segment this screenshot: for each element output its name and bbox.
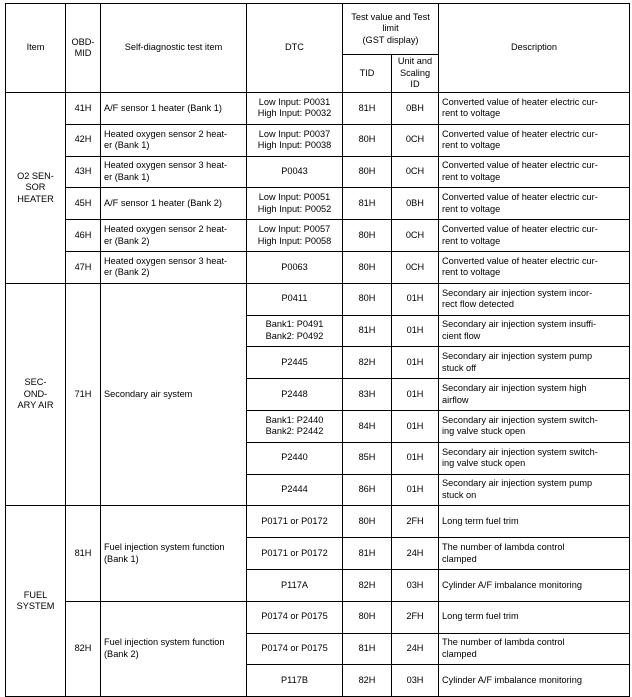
test-item-cell: Fuel injection system function (Bank 2) — [101, 601, 247, 696]
obd-mid-cell: 81H — [66, 506, 101, 601]
obd-mid-cell: 82H — [66, 601, 101, 696]
test-item-cell: A/F sensor 1 heater (Bank 1) — [101, 93, 247, 125]
description-cell: Secondary air injection system switch- ing valve stuck open — [439, 442, 630, 474]
test-item-cell: Secondary air system — [101, 283, 247, 506]
test-item-cell: Heated oxygen sensor 2 heat- er (Bank 2) — [101, 220, 247, 252]
unit-cell: 0CH — [392, 124, 439, 156]
dtc-cell: P0171 or P0172 — [247, 538, 343, 570]
obd-mid-cell: 42H — [66, 124, 101, 156]
header-tid: TID — [343, 55, 392, 93]
unit-cell: 01H — [392, 315, 439, 347]
unit-cell: 03H — [392, 665, 439, 697]
table-row — [6, 156, 630, 188]
unit-cell: 0BH — [392, 93, 439, 125]
test-item-cell: Heated oxygen sensor 3 heat- er (Bank 2) — [101, 251, 247, 283]
table-row — [6, 283, 630, 315]
dtc-cell: P2444 — [247, 474, 343, 506]
tid-cell: 80H — [343, 601, 392, 633]
dtc-cell: P0043 — [247, 156, 343, 188]
dtc-cell: Low Input: P0051 High Input: P0052 — [247, 188, 343, 220]
description-cell: Cylinder A/F imbalance monitoring — [439, 569, 630, 601]
obd-mid-cell: 43H — [66, 156, 101, 188]
tid-cell: 80H — [343, 283, 392, 315]
item-cell: O2 SEN- SOR HEATER — [6, 93, 66, 284]
item-cell: SEC- OND- ARY AIR — [6, 283, 66, 506]
header-unit-scaling-id: Unit and Scaling ID — [392, 55, 439, 93]
unit-cell: 03H — [392, 569, 439, 601]
description-cell: Converted value of heater electric cur- rent to voltage — [439, 124, 630, 156]
description-cell: Converted value of heater electric cur- rent to voltage — [439, 93, 630, 125]
description-cell: Long term fuel trim — [439, 601, 630, 633]
header-self-diagnostic-test-item: Self-diagnostic test item — [101, 4, 247, 93]
description-cell: Secondary air injection system switch- ing valve stuck open — [439, 410, 630, 442]
dtc-cell: P117A — [247, 569, 343, 601]
tid-cell: 80H — [343, 124, 392, 156]
table-row — [6, 220, 630, 252]
header-test-value: Test value and Test limit (GST display) — [343, 4, 439, 55]
unit-cell: 01H — [392, 474, 439, 506]
table-row — [6, 506, 630, 538]
table-row — [6, 601, 630, 633]
description-cell: Secondary air injection system pump stuck on — [439, 474, 630, 506]
tid-cell: 80H — [343, 156, 392, 188]
dtc-cell: P0174 or P0175 — [247, 601, 343, 633]
header-description: Description — [439, 4, 630, 93]
dtc-cell: P0171 or P0172 — [247, 506, 343, 538]
dtc-cell: P117B — [247, 665, 343, 697]
description-cell: Converted value of heater electric cur- rent to voltage — [439, 220, 630, 252]
table-row — [6, 188, 630, 220]
tid-cell: 81H — [343, 188, 392, 220]
tid-cell: 81H — [343, 315, 392, 347]
unit-cell: 01H — [392, 442, 439, 474]
tid-cell: 81H — [343, 538, 392, 570]
dtc-cell: P0411 — [247, 283, 343, 315]
header-item: Item — [6, 4, 66, 93]
tid-cell: 82H — [343, 665, 392, 697]
dtc-cell: Bank1: P0491 Bank2: P0492 — [247, 315, 343, 347]
dtc-cell: Bank1: P2440 Bank2: P2442 — [247, 410, 343, 442]
unit-cell: 01H — [392, 283, 439, 315]
dtc-cell: Low Input: P0031 High Input: P0032 — [247, 93, 343, 125]
description-cell: Converted value of heater electric cur- rent to voltage — [439, 188, 630, 220]
tid-cell: 86H — [343, 474, 392, 506]
header-obd-mid: OBD- MID — [66, 4, 101, 93]
unit-cell: 24H — [392, 633, 439, 665]
tid-cell: 85H — [343, 442, 392, 474]
tid-cell: 82H — [343, 347, 392, 379]
unit-cell: 0BH — [392, 188, 439, 220]
item-cell: FUEL SYSTEM — [6, 506, 66, 697]
obd-mid-cell: 71H — [66, 283, 101, 506]
unit-cell: 0CH — [392, 156, 439, 188]
obd-table — [5, 3, 630, 697]
unit-cell: 0CH — [392, 251, 439, 283]
description-cell: Secondary air injection system pump stuck off — [439, 347, 630, 379]
description-cell: Converted value of heater electric cur- rent to voltage — [439, 251, 630, 283]
dtc-cell: Low Input: P0057 High Input: P0058 — [247, 220, 343, 252]
header-dtc: DTC — [247, 4, 343, 93]
tid-cell: 80H — [343, 251, 392, 283]
obd-mid-cell: 45H — [66, 188, 101, 220]
table-row — [6, 251, 630, 283]
unit-cell: 01H — [392, 379, 439, 411]
tid-cell: 81H — [343, 93, 392, 125]
tid-cell: 82H — [343, 569, 392, 601]
test-item-cell: Heated oxygen sensor 3 heat- er (Bank 1) — [101, 156, 247, 188]
dtc-cell: P2440 — [247, 442, 343, 474]
tid-cell: 80H — [343, 220, 392, 252]
tid-cell: 81H — [343, 633, 392, 665]
tid-cell: 84H — [343, 410, 392, 442]
dtc-cell: P0063 — [247, 251, 343, 283]
table-body — [6, 93, 630, 697]
unit-cell: 01H — [392, 347, 439, 379]
tid-cell: 83H — [343, 379, 392, 411]
unit-cell: 2FH — [392, 506, 439, 538]
obd-mid-cell: 41H — [66, 93, 101, 125]
unit-cell: 0CH — [392, 220, 439, 252]
test-item-cell: Heated oxygen sensor 2 heat- er (Bank 1) — [101, 124, 247, 156]
description-cell: Cylinder A/F imbalance monitoring — [439, 665, 630, 697]
description-cell: Secondary air injection system insuffi- cient flow — [439, 315, 630, 347]
unit-cell: 24H — [392, 538, 439, 570]
obd-mid-cell: 46H — [66, 220, 101, 252]
description-cell: Secondary air injection system high airflow — [439, 379, 630, 411]
dtc-cell: P2445 — [247, 347, 343, 379]
description-cell: Converted value of heater electric cur- rent to voltage — [439, 156, 630, 188]
dtc-cell: P2448 — [247, 379, 343, 411]
dtc-cell: P0174 or P0175 — [247, 633, 343, 665]
description-cell: Secondary air injection system incor- rect flow detected — [439, 283, 630, 315]
description-cell: The number of lambda control clamped — [439, 538, 630, 570]
tid-cell: 80H — [343, 506, 392, 538]
dtc-cell: Low Input: P0037 High Input: P0038 — [247, 124, 343, 156]
description-cell: Long term fuel trim — [439, 506, 630, 538]
table-row — [6, 124, 630, 156]
obd-mid-cell: 47H — [66, 251, 101, 283]
unit-cell: 2FH — [392, 601, 439, 633]
description-cell: The number of lambda control clamped — [439, 633, 630, 665]
test-item-cell: A/F sensor 1 heater (Bank 2) — [101, 188, 247, 220]
test-item-cell: Fuel injection system function (Bank 1) — [101, 506, 247, 601]
table-row — [6, 93, 630, 125]
unit-cell: 01H — [392, 410, 439, 442]
